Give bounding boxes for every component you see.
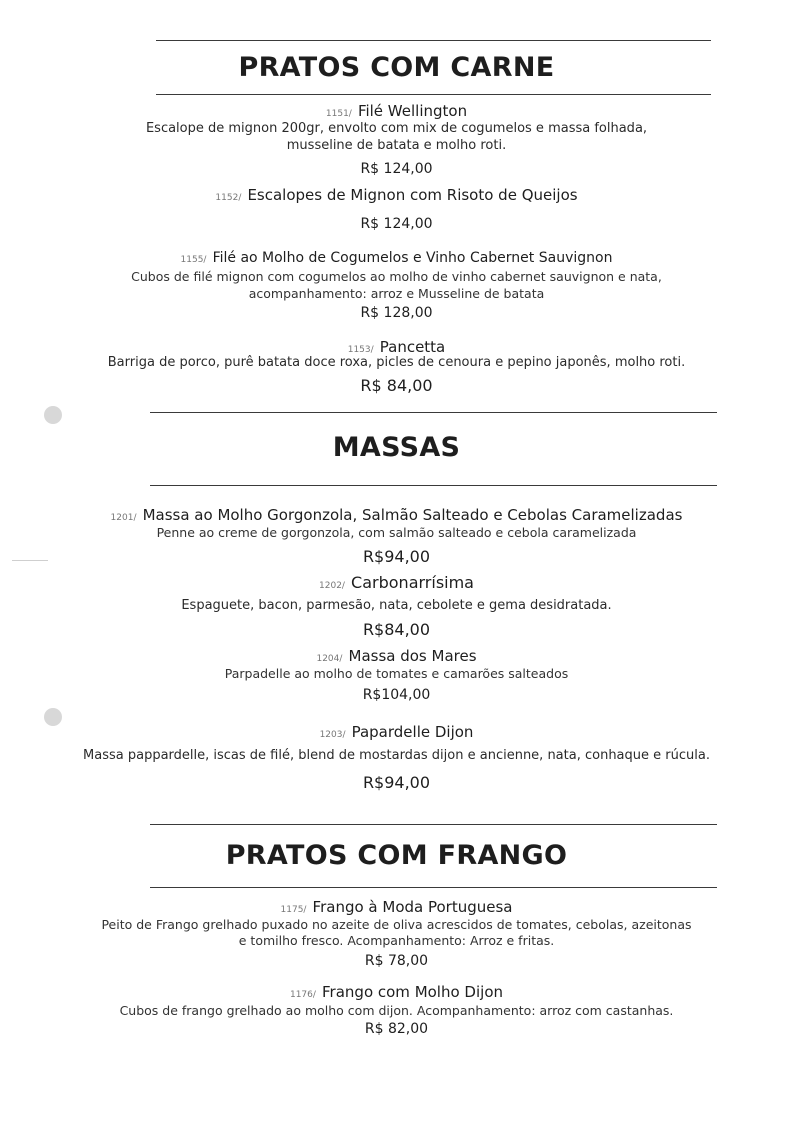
- item-name: Massa ao Molho Gorgonzola, Salmão Salteado e Cebolas Caramelizadas: [142, 506, 683, 524]
- item-description: Penne ao creme de gorgonzola, com salmão salteado e cebola caramelizada: [156, 525, 637, 540]
- item-code: 1153/: [347, 345, 374, 355]
- item-code: 1203/: [319, 730, 346, 740]
- item-price: R$ 124,00: [360, 216, 433, 232]
- divider: [156, 40, 711, 41]
- divider: [156, 94, 711, 95]
- item-name: Escalopes de Mignon com Risoto de Queijos: [247, 186, 578, 204]
- item-code: 1201/: [110, 513, 137, 523]
- item-code: 1176/: [289, 990, 316, 1000]
- item-price: R$ 78,00: [364, 953, 429, 969]
- item-name: Massa dos Mares: [348, 647, 477, 665]
- menu-item-name-line: [0, 573, 793, 592]
- item-name: Carbonarrísima: [351, 573, 474, 592]
- menu-item-name-line: [0, 646, 793, 665]
- section-title: MASSAS: [332, 432, 461, 463]
- item-description: musseline de batata e molho roti.: [286, 138, 507, 153]
- divider: [150, 485, 717, 486]
- item-price: R$94,00: [362, 773, 431, 792]
- item-code: 1204/: [316, 654, 343, 664]
- menu-item-name-line: [0, 982, 793, 1001]
- section-title: PRATOS COM FRANGO: [225, 840, 568, 871]
- item-price: R$ 82,00: [364, 1021, 429, 1037]
- menu-item-name-line: [0, 722, 793, 741]
- menu-item-name-line: [0, 247, 793, 266]
- item-code: 1155/: [180, 255, 207, 265]
- item-code: 1151/: [325, 109, 352, 119]
- item-name: Pancetta: [379, 338, 446, 356]
- item-description: Cubos de filé mignon com cogumelos ao molho de vinho cabernet sauvignon e nata,: [131, 269, 662, 284]
- item-price: R$94,00: [362, 547, 431, 566]
- menu-item-name-line: [0, 505, 793, 524]
- item-description: Espaguete, bacon, parmesão, nata, cebolete e gema desidratada.: [181, 598, 612, 613]
- item-description: Escalope de mignon 200gr, envolto com mix de cogumelos e massa folhada,: [145, 121, 648, 136]
- item-code: 1152/: [215, 193, 242, 203]
- section-title: PRATOS COM CARNE: [238, 52, 555, 83]
- binder-hole-top: [44, 406, 62, 424]
- item-code: 1202/: [319, 581, 345, 591]
- item-description: Massa pappardelle, iscas de filé, blend de mostardas dijon e ancienne, nata, conhaque e rúcula.: [83, 748, 710, 763]
- item-description: Cubos de frango grelhado ao molho com dijon. Acompanhamento: arroz com castanhas.: [119, 1003, 674, 1018]
- item-price: R$84,00: [362, 620, 431, 639]
- item-price: R$104,00: [362, 687, 431, 703]
- menu-item-name-line: [0, 337, 793, 356]
- menu-item-name-line: [0, 897, 793, 916]
- divider: [150, 412, 717, 413]
- item-name: Papardelle Dijon: [351, 723, 474, 741]
- item-description: e tomilho fresco. Acompanhamento: Arroz e fritas.: [238, 933, 555, 948]
- menu-item-name-line: [0, 101, 793, 120]
- menu-item-name-line: [0, 185, 793, 204]
- item-description: acompanhamento: arroz e Musseline de batata: [248, 286, 545, 301]
- divider: [150, 824, 717, 825]
- item-name: Frango com Molho Dijon: [322, 983, 503, 1001]
- item-name: Frango à Moda Portuguesa: [312, 898, 513, 916]
- item-code: 1175/: [280, 905, 307, 915]
- item-description: Peito de Frango grelhado puxado no azeite de oliva acrescidos de tomates, cebolas, azeitonas: [101, 917, 692, 932]
- item-price: R$ 124,00: [360, 161, 433, 177]
- item-description: Parpadelle ao molho de tomates e camarões salteados: [224, 666, 569, 681]
- divider: [150, 887, 717, 888]
- item-price: R$ 128,00: [360, 305, 433, 321]
- item-price: R$ 84,00: [360, 376, 433, 395]
- item-name: Filé ao Molho de Cogumelos e Vinho Cabernet Sauvignon: [212, 250, 613, 266]
- item-description: Barriga de porco, purê batata doce roxa, picles de cenoura e pepino japonês, molho roti.: [107, 355, 686, 370]
- item-name: Filé Wellington: [357, 102, 468, 120]
